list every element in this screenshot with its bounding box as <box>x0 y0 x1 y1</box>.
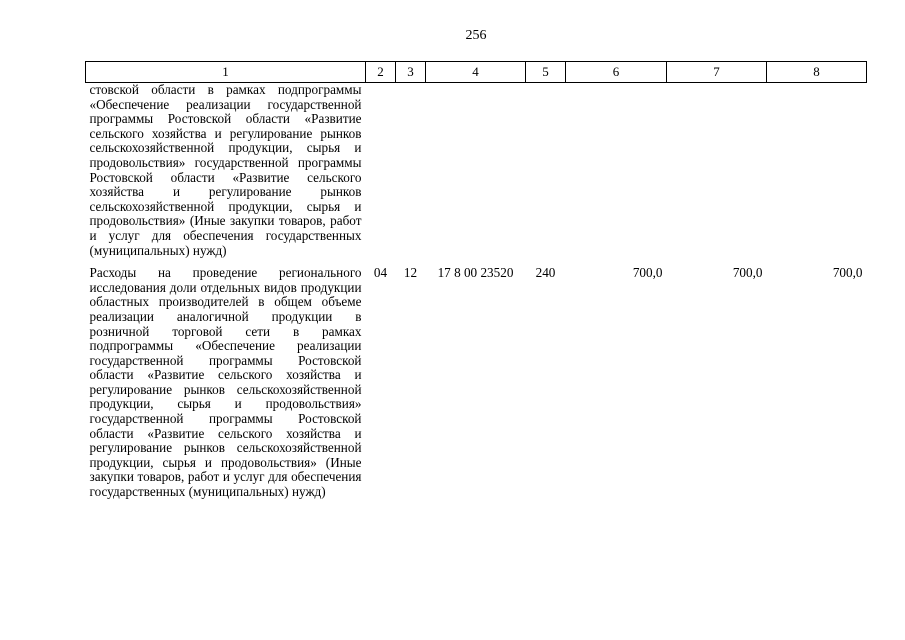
header-col-2: 2 <box>366 62 396 83</box>
row-target-article <box>426 83 526 267</box>
header-col-4: 4 <box>426 62 526 83</box>
page-number: 256 <box>465 28 487 43</box>
header-col-8: 8 <box>767 62 867 83</box>
row-description: Расходы на проведение регионального исследования доли отдельных видов продукции областных производителей в общем объеме реализации аналогичной продукции в розничной торговой сети в рамках подпрограммы «Обеспечение реализации государственной программы Ростовской области «Развитие сельского хозяйства и регулирование рынков сельскохозяйственной продукции, сырья и продовольствия» государственной программы Ростовской области «Развитие сельского хозяйства и регулирование рынков сельскохозяйственной продукции, сырья и продовольствия» (Иные закупки товаров, работ и услуг для обеспечения государственных (муниципальных) нужд) <box>89 265 362 500</box>
row-amount-2 <box>667 83 767 267</box>
table-row <box>86 83 867 267</box>
row-section <box>366 83 396 267</box>
row-expense-type <box>526 83 566 267</box>
row-amount-1 <box>566 83 667 267</box>
row-description: стовской области в рамках подпрограммы «Обеспечение реализации государственной программы Ростовской области «Развитие сельского хозяйства и регулирование рынков сельскохозяйственной продукции, сырья и продовольствия» государственной программы Ростовской области «Развитие сельского хозяйства и регулирование рынков сельскохозяйственной продукции, сырья и продовольствия» (Иные закупки товаров, работ и услуг для обеспечения государственных (муниципальных) нужд) <box>89 82 362 258</box>
row-subsection: 12 <box>403 265 418 281</box>
row-subsection <box>396 83 426 267</box>
row-amount-1: 700,0 <box>632 265 663 281</box>
header-col-6: 6 <box>566 62 667 83</box>
table-header <box>86 62 867 83</box>
header-col-5: 5 <box>526 62 566 83</box>
row-amount-3 <box>767 83 867 267</box>
budget-table <box>85 61 867 500</box>
header-col-3: 3 <box>396 62 426 83</box>
header-col-1: 1 <box>86 62 366 83</box>
header-row <box>86 62 867 83</box>
header-col-7: 7 <box>667 62 767 83</box>
row-expense-type: 240 <box>535 265 556 281</box>
row-amount-3: 700,0 <box>832 265 863 281</box>
row-target-article: 17 8 00 23520 <box>437 265 514 281</box>
row-amount-2: 700,0 <box>732 265 763 281</box>
table-row <box>86 266 867 500</box>
row-section: 04 <box>373 265 388 281</box>
